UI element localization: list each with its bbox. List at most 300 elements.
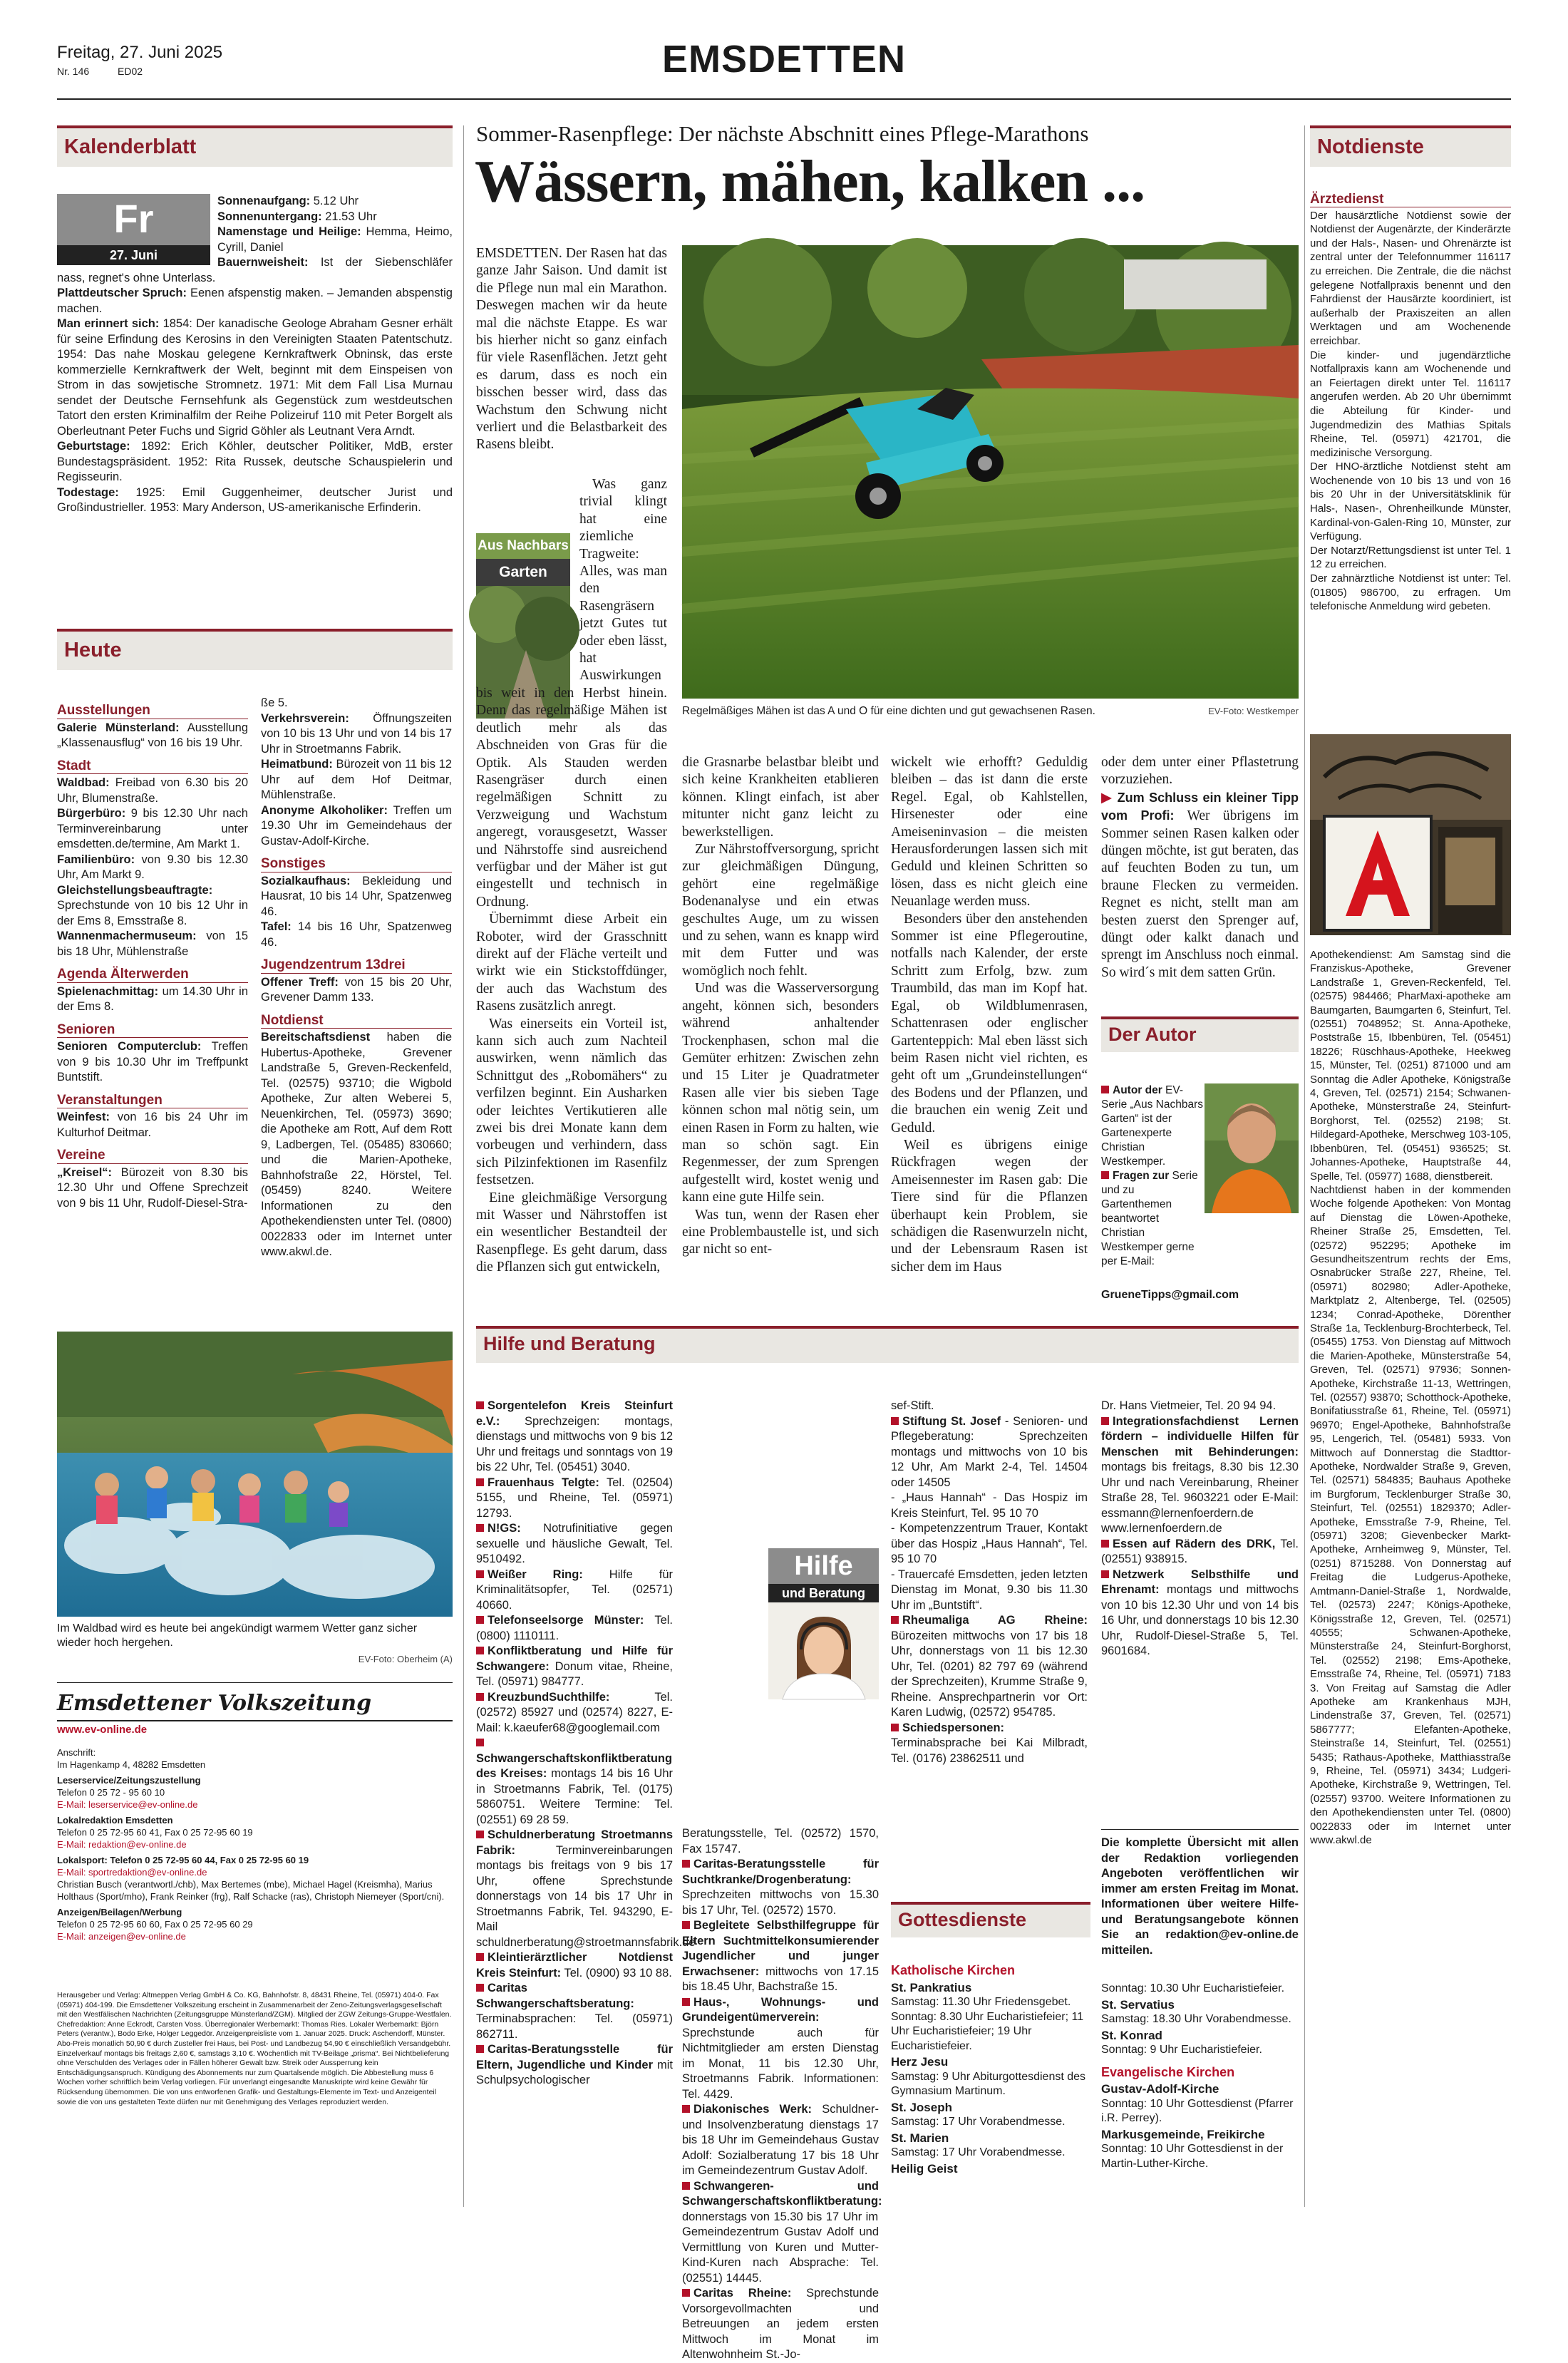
bullet-square-icon xyxy=(1101,1570,1109,1578)
listing-entry xyxy=(57,853,248,883)
entry-label: Sorgentelefon Kreis Steinfurt e.V.: xyxy=(476,1399,673,1428)
entry-value: Tel. (02572) 85927 und (02574) 8227, E-Mail: k.kaeufer68@googlemail.com xyxy=(476,1690,673,1734)
bullet-square-icon xyxy=(891,1417,899,1425)
edition-code: ED02 xyxy=(118,66,143,77)
bullet-square-icon xyxy=(476,1953,484,1961)
hilfe-badge xyxy=(768,1548,879,1699)
entry-label: Heimatbund: xyxy=(261,758,333,771)
listing-entry xyxy=(682,1918,879,1995)
entry-value: Dr. Hans Vietmeier, Tel. 20 94 94. xyxy=(1101,1399,1276,1412)
entry-value: 1925: Emil Guggenheimer, deutscher Jurist und Großindustrieller. 1953: Mary Anderson, US-amerikanische Erfinderin. xyxy=(57,485,453,514)
listing-heading: Sonstiges xyxy=(261,856,452,872)
gottesdienste-left xyxy=(891,1963,1088,2205)
gottesdienste-header: Gottesdienste xyxy=(891,1902,1090,1937)
entry-value: 1854: Der kanadische Geologe Abraham Gesner erhält für seine Erfindung des Kerosins in den Vereinigten Staaten Patentschutz. 1954: Das nahe Moskau gelegene Kernkraftwerk Obninsk, das erste kommerzielle Kernkraftwerk der Welt, beginnt mit dem Einspeisen von Strom in das sowjetische Stromnetz. 1971: Mit dem Fall Lisa Murnau sendet der Deutsche Fernsehfunk als Gegenstück zum westdeutschen Tatort den ersten Kriminalfilm der Reihe Polizeiruf 110 mit Peter Borgelt als Oberleutnant Peter Fuchs und Sigrid Göhler als Leutnant Vera Arndt. xyxy=(57,317,453,438)
listing-entry xyxy=(891,1721,1088,1767)
issue-number: Nr. 146 xyxy=(57,66,90,77)
entry-value: Terminabsprache bei Kai Milbradt, Tel. (0176) 23862511 und xyxy=(891,1736,1088,1765)
listing-entry xyxy=(261,711,452,758)
entry-label: Namenstage und Heilige: xyxy=(217,225,361,238)
bullet-square-icon xyxy=(682,2105,690,2113)
autor-text xyxy=(1101,1083,1205,1297)
gottesdienst-entry xyxy=(891,2055,1088,2099)
entry-label: „Kreisel“: xyxy=(57,1165,113,1179)
listing-entry xyxy=(682,2102,879,2179)
entry-value: Hilfe für Kriminalitätsopfer, Tel. (02571) 40660. xyxy=(476,1567,673,1612)
entry-value: - „Haus Hannah“ - Das Hospiz im Kreis Steinfurt, Tel. 95 10 70 xyxy=(891,1491,1088,1520)
listing-entry xyxy=(261,757,452,803)
impressum-line: E-Mail: anzeigen@ev-online.de xyxy=(57,1931,186,1942)
entry-label: Familienbüro: xyxy=(57,853,135,866)
entry-label: Integrationsfachdienst Lernen fördern – individuelle Hilfen für Menschen mit Behinderungen: xyxy=(1101,1414,1299,1458)
pool-photo xyxy=(57,1332,453,1617)
entry-value: - Kompetenzzentrum Trauer, Kontakt über das Hospiz „Haus Hannah“, Tel. 95 10 70 xyxy=(891,1522,1088,1565)
impressum-line: Telefon 0 25 72 - 95 60 10 xyxy=(57,1787,165,1798)
article-paragraph: Übernimmt diese Arbeit ein Roboter, wird der Grasschnitt direkt auf der Fläche verteilt und wirkt wie ein Stickstoffdünger, der auch das Wachstum des Rasens zusätzlich anregt. xyxy=(476,912,667,1014)
bullet-square-icon xyxy=(476,1616,484,1624)
listing-entry xyxy=(682,1857,879,1918)
bullet-square-icon xyxy=(476,1478,484,1486)
entry-value: Tel. (0800) 1110111. xyxy=(476,1614,673,1642)
entry-value: Bürozeit von 8.30 bis 12.30 Uhr und Offene Sprechzeit von 9 bis 11 Uhr, Rudolf-Diesel-Stra- xyxy=(57,1165,248,1210)
listing-heading: Jugendzentrum 13drei xyxy=(261,957,452,974)
listing-entry xyxy=(261,696,452,711)
listing-entry xyxy=(476,1476,673,1522)
bullet-square-icon xyxy=(891,1616,899,1624)
hno-notdienst-text: Der HNO-ärztliche Notdienst steht am Wochenende von 10 bis 13 und von 16 bis 20 Uhr in der Universitätsklinik für Hals-, Nasen-, Ohrenheilkunde Münster, Kardinal-von-Galen-Ring 10, Münster, zur Verfügung. xyxy=(1310,460,1511,543)
entry-label: Schwangeren- und Schwangerschaftskonfliktberatung: xyxy=(682,2179,882,2208)
bullet-square-icon xyxy=(476,1570,484,1578)
article-column-1b xyxy=(476,476,667,1296)
entry-label: Tafel: xyxy=(261,920,292,933)
entry-label: Sonnenaufgang: xyxy=(217,195,311,207)
entry-value: 5.12 Uhr xyxy=(310,195,359,207)
listing-heading: Notdienst xyxy=(261,1013,452,1029)
gottesdienst-entry xyxy=(891,1981,1088,2054)
series-label-bottom: Garten xyxy=(476,559,570,586)
entry-value: um 14.30 Uhr in der Ems 8. xyxy=(57,984,248,1013)
pro-tip: ▶ Zum Schluss ein kleiner Tipp vom Profi: Wer übrigens im Sommer seinen Rasen kalken oder düngen möchte, ist gut beraten, das auf feuchten Boden zu tun, um braune Flecken zu vermeiden. Regnet es nicht, stellt man am besten zuerst den Sprenger auf, düngt oder kalkt danach und sprengt im Anschluss noch einmal. So wird´s mit dem satten Grün. xyxy=(1101,790,1299,980)
entry-label: KreuzbundSuchthilfe: xyxy=(488,1690,610,1704)
entry-value: Donum vitae, Rheine, Tel. (05971) 984777. xyxy=(476,1659,673,1688)
listing-entry xyxy=(891,1399,1088,1414)
hilfe-header: Hilfe und Beratung xyxy=(476,1326,1299,1363)
entry-label: Gleichstellungsbeauftragte: xyxy=(57,883,213,897)
entry-label: Schwangerschaftskonfliktberatung des Kreises: xyxy=(476,1751,673,1780)
article-paragraph: Zur Nährstoffversorgung, spricht zur gleichmäßigen Düngung, gehört eine regelmäßige Bodenanalyse und ein etwas geschultes Auge, um zu wissen und zu sehen, wann es knapp wird mit dem Futter und was womöglich noch fehlt. xyxy=(682,842,879,979)
entry-value: montags 14 bis 16 Uhr in Stroetmanns Fabrik, Tel. (0175) 5860751. Weitere Termine: Tel. (02551) 69 28 59. xyxy=(476,1767,674,1826)
entry-value: Sprechstunde auch für Nichtmitglieder am ersten Dienstag im Monat, 11 bis 12.30 Uhr, Stroetmanns Fabrik. Informationen: Tel. 4429. xyxy=(682,2026,879,2101)
church-name: Herz Jesu xyxy=(891,2055,949,2069)
heute-column-1 xyxy=(57,696,248,1323)
listing-entry xyxy=(476,1613,673,1644)
entry-value: Sprechzeigen: montags, dienstags und mittwochs von 9 bis 12 Uhr und freitags und sonntags von 19 bis 22 Uhr, Tel. (05451) 3040. xyxy=(476,1414,673,1473)
kalenderblatt-header: Kalenderblatt xyxy=(57,125,453,167)
pool-photo-caption: Im Waldbad wird es heute bei angekündigt warmem Wetter ganz sicher wieder hoch hergehen. xyxy=(57,1622,418,1649)
service-times: Sonntag: 10 Uhr Gottesdienst in der Martin-Luther-Kirche. xyxy=(1101,2143,1284,2170)
bullet-square-icon xyxy=(476,1401,484,1409)
church-name: Gustav-Adolf-Kirche xyxy=(1101,2082,1219,2096)
entry-label: Anonyme Alkoholiker: xyxy=(261,803,388,817)
notdienste-header: Notdienste xyxy=(1310,125,1511,167)
impressum-line: Christian Busch (verantwortl./chb), Max Bertemes (mbe), Michael Hagel (Kreismha), Marius Holthaus (Sport/mho), Frank Reinker (frg), Ralf Schacke (ras), Christoph Niemeyer (Sport/cni). xyxy=(57,1879,445,1902)
listing-entry xyxy=(891,1414,1088,1491)
entry-value: ße 5. xyxy=(261,696,288,709)
entry-label: Senioren Computerclub: xyxy=(57,1040,202,1053)
article-paragraph: Was tun, wenn der Rasen eher eine Problembaustelle ist, und sich gar nicht so ent- xyxy=(682,1207,879,1257)
bullet-square-icon xyxy=(476,1984,484,1992)
impressum xyxy=(57,1746,453,1989)
service-times: Samstag: 9 Uhr Abiturgottesdienst des Gymnasium Martinum. xyxy=(891,2070,1086,2097)
entry-label: Rheumaliga AG Rheine: xyxy=(902,1614,1088,1627)
listing-entry xyxy=(57,806,248,853)
entry-value: 14 bis 16 Uhr, Spatzenweg 46. xyxy=(261,920,452,949)
bullet-square-icon xyxy=(891,1724,899,1731)
bullet-square-icon xyxy=(476,1739,484,1746)
article-column-2 xyxy=(682,754,879,1310)
entry-label: Schuldnerberatung Stroetmanns Fabrik: xyxy=(476,1828,673,1857)
heute-header: Heute xyxy=(57,629,453,670)
series-label-top: Aus Nachbars xyxy=(476,533,570,559)
entry-label: Bürgerbüro: xyxy=(57,807,126,820)
gottesdienst-entry xyxy=(1101,1982,1299,1997)
listing-entry xyxy=(57,984,248,1015)
impressum-line: Telefon 0 25 72-95 60 60, Fax 0 25 72-95 60 29 xyxy=(57,1919,253,1930)
article-paragraph: die Grasnarbe belastbar bleibt und sich keine Krankheiten etablieren können. Klingt einfach, ist aber mitunter nicht ganz leicht zu bewerkstelligen. xyxy=(682,755,879,840)
pool-photo-credit: EV-Foto: Oberheim (A) xyxy=(358,1654,453,1664)
article-lead: EMSDETTEN. Der Rasen hat das ganze Jahr Saison. Und damit ist die Pflege nun mal ein Marathon. Deswegen machen wir da heute mal die nächste Etappe. Es war bis hierher nicht so ganz einfach für viele Rasenflächen. Jetzt geht es darum, dass es noch ein bisschen besser wird, dass das Wachstum den Schwung nicht verliert und die Belastbarkeit des Rasens bleibt. xyxy=(476,246,667,453)
bullet-square-icon xyxy=(1101,1417,1109,1425)
impressum-line: Leserservice/Zeitungszustellung xyxy=(57,1775,201,1786)
entry-value: Bürozeiten mittwochs von 17 bis 18 Uhr, donnerstags von 11 bis 12.30 Uhr, Tel. (0201) 82 797 69 (während der Sprechzeiten), Krumme Straße 9, Rheine. Ansprechpartnerin vor Ort: Karen Ludwig, (02572) 954785. xyxy=(891,1629,1088,1719)
entry-value: montags und mittwochs von 10 bis 12.30 Uhr und von 14 bis 16 Uhr, und donnerstags 10 bis 12.30 Uhr, Rudolf-Diesel-Straße 5, Tel. 9601684. xyxy=(1101,1583,1299,1657)
listing-entry xyxy=(682,2286,879,2363)
listing-entry xyxy=(476,1736,673,1828)
katholische-kirchen-heading: Katholische Kirchen xyxy=(891,1963,1016,1977)
service-times: Samstag: 17 Uhr Vorabendmesse. xyxy=(891,2146,1066,2158)
nachtdienst-text: Nachtdienst haben in der kommenden Woche folgende Apotheken: Von Montag auf Dienstag die Löwen-Apotheke, Rheiner Straße 25, Emsdetten, Tel. (02572) 952295; Apotheke im Gesundheitszentrum rechts der Ems, Osnabrücker Straße 227, Rheine, Tel. (05971) 802980; Adler-Apotheke, Marktplatz 2, Altenberge, Tel. (02505) 1234; Conrad-Apotheke, Dörenther Straße 1a, Tecklenburg-Brochterbeck, Tel. (05455) 1753. Von Dienstag auf Mittwoch die Marien-Apotheke, Münsterstraße 54, Greven, Tel. (02571) 97936; Sonnen-Apotheke, Kirchstraße 11-13, Wettringen, Tel. (02557) 93870; Schotthock-Apotheke, Bonifatiusstraße 61, Rheine, Tel. (05971) 96970; Engel-Apotheke, Bahnhofstraße 95, Lengerich, Tel. (05481) 5933. Von Mittwoch auf Donnerstag die Stadttor-Apotheke, Nordwalder Straße 9, Greven, Tel. (02571) 584835; Bauhaus Apotheke im Burgforum, Tecklenburger Straße 30, Steinfurt, Tel. (02551) 1829370; Adler-Apotheke, Emsstraße 7-9, Rheine, Tel. (05971) 3208; Gievenbecker Markt-Apotheke, Arnheimweg 9, Münster, Tel. (0251) 8715288. Von Donnerstag auf Freitag die Ludgerus-Apotheke, Amtmann-Daniel-Straße 1, Nordwalde, Tel. (02573) 2247; Königs-Apotheke, Königsstraße 12, Greven, Tel. (02571) 40555; Schwanen-Apotheke, Münsterstraße 24, Steinfurt-Borghorst, Tel. (02552) 2198; Ems-Apotheke, Emsstraße 74, Rheine, Tel. (05971) 7183 3. Von Freitag auf Samstag die Adler Apotheke am Krankenhaus MJH, Lindenstraße 37, Greven, Tel. (02571) 5867777; Elefanten-Apotheke, Steinstraße 14, Steinfurt, Tel. (02551) 5435; Rathaus-Apotheke, Matthiasstraße 9, Rheine, Tel. (05971) 3434; Ludgeri-Apotheke, Kirchstraße 9, Wettringen, Tel. (02557) 93700. Weitere Informationen zu den Apothekendiensten unter Tel. (0800) 0022833 oder im Internet unter www.akwl.de xyxy=(1310,1183,1511,1846)
entry-label: Netzwerk Selbsthilfe und Ehrenamt: xyxy=(1101,1567,1299,1596)
entry-value: Treffen um 19.30 Uhr im Gemeindehaus der Gustav-Adolf-Kirche. xyxy=(261,803,453,848)
entry-value: Treffen von 9 bis 10.30 Uhr im Treffpunkt Buntstift. xyxy=(57,1040,248,1083)
listing-entry xyxy=(261,874,452,920)
church-name: St. Marien xyxy=(891,2131,949,2145)
article-column-3 xyxy=(891,754,1088,1310)
impressum-line: Telefon 0 25 72-95 60 41, Fax 0 25 72-95 60 19 xyxy=(57,1827,253,1838)
entry-value: Terminabsprachen: Tel. (05971) 862711. xyxy=(476,2012,673,2041)
listing-entry xyxy=(476,1567,673,1614)
kalenderblatt-text xyxy=(57,194,453,606)
entry-label: Man erinnert sich: xyxy=(57,317,160,330)
bullet-square-icon xyxy=(476,1524,484,1532)
listing-entry xyxy=(891,1613,1088,1721)
entry-value: Eenen afspenstig maken. – Jemanden abspenstig machen. xyxy=(57,287,453,315)
lawn-mower-photo xyxy=(682,245,1299,699)
entry-label: Wannenmachermuseum: xyxy=(57,930,197,942)
entry-value: Notrufinitiative gegen sexuelle und häusliche Gewalt, Tel. 9510492. xyxy=(476,1522,673,1565)
gottesdienst-entry xyxy=(1101,2082,1299,2126)
entry-value: Freibad von 6.30 bis 20 Uhr, Blumenstraße. xyxy=(57,776,248,805)
apothekendienst-text: Apothekendienst: Am Samstag sind die Franziskus-Apotheke, Grevener Landstraße 1, Greven-Reckenfeld, Tel. (02575) 984466; PharMaxi-apotheke am Baumgarten, Baumgarten 6, Steinfurt, Tel. (02551) 7048952; St. Anna-Apotheke, Poststraße 15, Ibbenbüren, Tel. (05451) 18226; Rüschhaus-Apotheke, Heekweg 15, Münster, Tel. (0251) 871000 und am Sonntag die Adler Apotheke, Königstraße 4, Greven, Tel. (02571) 2154; Schwanen-Apotheke, Münsterstraße 24, Steinfurt-Borghorst, Tel. (02552) 2198; St. Hildegard-Apotheke, Merschweg 103-105, Ibbenbüren, Tel. (05451) 936525; St. Johannes-Apotheke, Hauptstraße 44, Spelle, Tel. (05977) 1688, dienstbereit. xyxy=(1310,949,1511,1183)
aerztedienst-heading: Ärztedienst xyxy=(1310,192,1511,207)
entry-label: Plattdeutscher Spruch: xyxy=(57,287,187,299)
entry-value: haben die Hubertus-Apotheke, Grevener Landstraße 5, Greven-Reckenfeld, Tel. (02575) 93710; die Wigbold Apotheke, Zur alten Weberei 5, Neuenkirchen, Tel. (05973) 3690; die Apotheke am Rott, Auf dem Rott 9, Ladbergen, Tel. (05485) 830660; und die Marien-Apotheke, Bahnhofstraße 22, Hörstel, Tel. (05459) 8240. Weitere Informationen zu den Apothekendiensten unter Tel. (0800) 0022833 oder im Internet unter www.akwl.de. xyxy=(261,1031,452,1258)
entry-value: von 15 bis 20 Uhr, Grevener Damm 133. xyxy=(261,975,452,1004)
church-name: St. Konrad xyxy=(1101,2028,1162,2042)
entry-label: N!GS: xyxy=(488,1522,521,1535)
gottesdienst-entry xyxy=(891,2162,1088,2177)
website-link[interactable]: www.ev-online.de xyxy=(57,1724,148,1736)
impressum-fineprint: Herausgeber und Verlag: Altmeppen Verlag GmbH & Co. KG, Bahnhofstr. 8, 48431 Rheine, Tel. (05971) 404-0. Fax (05971) 404-199. Die Emsdettener Volkszeitung erscheint in Zusammenarbeit der Zeno-Zeitungsverlagsgesellschaft mit den Westfälischen Nachrichten (Zeitungsgruppe Münsterland/ZGM). Mitglied der ZGW Zeitungs-Gruppe-Westfalen. Chefredaktion: Anne Eckrodt, Carsten Voss. Überregionaler Werbemarkt: Thomas Ries. Lokaler Werbemarkt: Björn Peters (verantw.), Bodo Erke, Holger Leggedör. Anzeigenpreisliste vom 1. Januar 2025. Druck: Aschendorff, Münster. Abo-Preis monatlich 50,90 € durch Zusteller frei Haus, bei Post- und Landbezug 54,90 € einschließlich Versandgebühr. Einzelverkauf montags bis freitags 2,60 €, samstags 3,10 €. Wöchentlich mit TV-Beilage „prisma“. Bei Nichtbelieferung ohne Verschulden des Verlages oder in Fällen höherer Gewalt bzw. Streik oder Aussperrung kein Entschädigungsanspruch. Kündigung des Abonnements nur zum Quartalsende möglich. Die Abbestellung muss 6 Wochen vorher schriftlich beim Verlag vorliegen. Für unverlangt eingesandte Manuskripte wird keine Gewähr für Rücksendung übernommen. Die von uns entworfenen Grafik- und Gestaltungs-Elemente im Text- und Anzeigenteil sowie die von uns gestalteten Texte dürfen nur mit Genehmigung des Verlages reproduziert werden. xyxy=(57,1991,452,2106)
hilfe-badge-subtitle: und Beratung xyxy=(768,1584,879,1602)
entry-label: Galerie Münsterland: xyxy=(57,721,180,734)
listing-entry xyxy=(476,1690,673,1736)
article-paragraph: Besonders über den anstehenden Sommer ist eine Pflegeroutine, notfalls nach Kalender, der erste Schritt zum Erfolg, bzw. zum Traumbild, das man im Kopf hat. Egal, ob Wildblumenrasen, Schattenrasen oder englischer Gartenteppich: Mal eben lässt sich beim Rasen nicht viel richten, es geht oft um „Grundeinstellungen“ des Bodens und der Pflanzen, und die brauchen ein wenig Zeit und Geduld. xyxy=(891,911,1088,1136)
article-paragraph: wickelt wie erhofft? Geduldig bleiben – das ist dann die erste Regel. Egal, ob Kahlstellen, Hirsenester oder eine Ameiseninvasion – die meisten Herausforderungen lassen sich mit Geduld und kleinen Schritten so lösen, dass es nicht gleich eine Neuanlage werden muss. xyxy=(891,755,1088,910)
listing-entry xyxy=(476,2042,673,2089)
listing-entry xyxy=(57,776,248,806)
entry-value: mit Schulpsychologischer xyxy=(476,2058,673,2086)
pro-tip-text: Wer übrigens im Sommer seinen Rasen kalken oder düngen möchte, ist gut beraten, das auf feuchten Boden zu tun, um braune Flecken zu vermeiden. Regnet es nicht, stellt man am besten zuerst den Sprenger auf, düngt oder kalkt danach und sprengt im Anschluss noch einmal. So wird´s mit dem satten Grün. xyxy=(1101,808,1299,980)
entry-label: Diakonisches Werk: xyxy=(693,2103,813,2116)
entry-value: Ausstellung „Klassenausflug“ von 16 bis 19 Uhr. xyxy=(57,721,249,749)
bullet-square-icon xyxy=(682,1860,690,1868)
entry-label: Caritas-Beratungsstelle für Suchtkranke/Drogenberatung: xyxy=(682,1858,879,1886)
listing-entry xyxy=(476,1521,673,1567)
autor-header: Der Autor xyxy=(1101,1016,1299,1052)
listing-entry xyxy=(57,1039,248,1086)
article-paragraph: Weil es übrigens einige Rückfragen wegen der Ameisennester im Rasen gab: Die Tiere sind für die Pflanzen überhaupt kein Problem, sie schädigen die Rasenwurzeln nicht, und der Lebensraum Rasen ist sicher dem im Haus xyxy=(891,1137,1088,1275)
kalenderblatt-entry xyxy=(57,316,453,439)
listing-entry xyxy=(476,1644,673,1690)
entry-value: von 16 bis 24 Uhr im Kulturhof Deitmar. xyxy=(57,1111,248,1139)
listing-entry xyxy=(476,1399,673,1476)
hilfe-column-2 xyxy=(682,1399,882,2361)
hilfe-badge-title: Hilfe xyxy=(768,1548,879,1584)
hilfe-note: Die komplette Übersicht mit allen der Redaktion vorliegenden Angeboten veröffentlichen wir immer am ersten Freitag im Monat. Informationen über weitere Hilfe- und Beratungsangebote können Sie an redaktion@ev-online.de mitteilen. xyxy=(1101,1836,1299,1957)
heute-column-2 xyxy=(261,696,452,1323)
article-paragraph: Was einerseits ein Vorteil ist, kann sich auch zum Nachteil auswirken, wenn nämlich das Schnittgut des „Robomähers“ zu verfilzen beginnt. Ein Ausharken oder leichtes Vertikutieren alle zwei bis drei Monate kann dem vorbeugen und verhindern, dass sich Pilzinfektionen im Rasenfilz festsetzen. xyxy=(476,1016,667,1188)
impressum-line: Lokalredaktion Emsdetten xyxy=(57,1815,173,1826)
listing-entry xyxy=(891,1567,1088,1614)
listing-entry xyxy=(1101,1399,1299,1414)
listing-entry xyxy=(1101,1567,1299,1659)
listing-entry xyxy=(891,1491,1088,1521)
pro-tip-label: Zum Schluss ein kleiner Tipp vom Profi: xyxy=(1101,790,1299,823)
entry-value: Terminvereinbarungen montags bis freitags von 9 bis 17 Uhr, offene Sprechstunde donnerstags von 14 bis 17 Uhr in Stroetmanns Fabrik, Tel. 943290, E-Mail schuldnerberatung@stroetmannsfabrik.de xyxy=(476,1843,696,1949)
listing-entry xyxy=(682,1995,879,2103)
listing-heading: Senioren xyxy=(57,1022,248,1039)
section-title: EMSDETTEN xyxy=(661,38,907,81)
entry-label: Caritas Schwangerschaftsberatung: xyxy=(476,1982,634,2010)
kinder-notdienst-text: Die kinder- und jugendärztliche Notfallpraxis kann am Wochenende und an Feiertagen direkt unter Tel. 116117 angerufen werden. Ab 20 Uhr übernimmt die Abteilung für Kinder- und Jugendmedizin des Mathias Spitals Rheine, Tel. (05971) 421701, die medizinische Versorgung. xyxy=(1310,349,1511,459)
gottesdienste-right xyxy=(1101,1982,1299,2210)
bullet-square-icon xyxy=(1101,1540,1109,1548)
entry-label: Geburtstage: xyxy=(57,440,130,453)
listing-entry xyxy=(476,1981,673,2042)
gottesdienst-entry xyxy=(1101,1998,1299,2027)
hilfe-column-3 xyxy=(891,1399,1088,1826)
autor-label: Autor der xyxy=(1113,1084,1162,1096)
entry-label: Bereitschaftsdienst xyxy=(261,1031,371,1044)
church-name: St. Joseph xyxy=(891,2100,952,2114)
entry-value: Tel. (02504) 5155, und Rheine, Tel. (05971) 12793. xyxy=(476,1476,674,1520)
listing-entry xyxy=(476,1950,673,1981)
article-paragraph: Und was die Wasserversorgung angeht, können sich, besonders während anhaltender Trockenphasen, schon mal die Gemüter erhitzen: Zwischen zehn und 15 Liter je Quadratmeter Rasen alle vier bis sieben Tage können schon mal nötig sein, um einen Rasen in Form zu halten, wie man so schön sagt. Ein Regenmesser, der zum Sprengen aufgestellt wird, kostet wenig und kann eine gute Hilfe sein. xyxy=(682,981,879,1205)
autor-value: Serie und zu Gartenthemen beantwortet Christian Westkemper gerne per E-Mail: xyxy=(1101,1170,1198,1267)
church-name: St. Pankratius xyxy=(891,1980,972,1994)
listing-entry xyxy=(57,1165,248,1212)
autor-label: Fragen zur xyxy=(1113,1170,1170,1182)
evangelische-kirchen-heading: Evangelische Kirchen xyxy=(1101,2064,1235,2079)
apotheke-sign-photo xyxy=(1310,734,1511,935)
hilfe-column-4 xyxy=(1101,1399,1299,1684)
entry-value: Sprechzeiten mittwochs von 15.30 bis 17 Uhr, Tel. (02572) 1570. xyxy=(682,1888,879,1917)
impressum-line: E-Mail: leserservice@ev-online.de xyxy=(57,1799,198,1810)
entry-label: Sonnenuntergang: xyxy=(217,210,322,223)
kalenderblatt-entry xyxy=(57,286,453,316)
article-headline: Wässern, mähen, kalken ... xyxy=(475,148,1145,215)
entry-value: Tel. (02551) 938915. xyxy=(1101,1537,1299,1565)
church-name: St. Servatius xyxy=(1101,1997,1175,2012)
listing-entry xyxy=(57,929,248,959)
entry-label: Verkehrsverein: xyxy=(261,711,349,725)
entry-value: Bekleidung und Hausrat, 10 bis 14 Uhr, Spatzenweg 46. xyxy=(261,874,452,918)
bullet-square-icon xyxy=(682,1921,690,1929)
listing-entry xyxy=(57,883,248,930)
entry-value: - Trauercafé Emsdetten, jeden letzten Dienstag im Monat, 9.30 bis 11.30 Uhr im „Buntstift“. xyxy=(891,1567,1088,1612)
headset-agent-icon xyxy=(768,1602,879,1699)
bullet-square-icon xyxy=(476,1693,484,1701)
church-name: Heilig Geist xyxy=(891,2161,958,2176)
kalenderblatt-entry xyxy=(57,485,453,516)
entry-value: - Senioren- und Pflegeberatung: Sprechzeiten montags und mittwochs von 10 bis 12 Uhr, Am Markt 2-4, Tel. 14504 oder 14505 xyxy=(891,1414,1088,1489)
entry-value: Beratungsstelle, Tel. (02572) 1570, Fax 15747. xyxy=(682,1827,879,1855)
gottesdienst-entry xyxy=(1101,2128,1299,2172)
entry-label: Caritas-Beratungsstelle für Eltern, Jugendliche und Kinder xyxy=(476,2043,673,2071)
issue-date: Freitag, 27. Juni 2025 xyxy=(57,43,223,62)
entry-label: Caritas Rheine: xyxy=(693,2287,792,2300)
entry-value: Hemma, Heimo, Cyrill, Daniel xyxy=(217,225,453,254)
article-paragraph: Was ganz trivial klingt hat eine ziemliche Tragweite: Alles, was man den Rasengräsern jetzt Gutes tut oder eben lässt, hat Auswirkungen bis weit in den Herbst hinein. Denn das regelmäßige Mähen ist deutlich mehr als das Abschneiden von Gras für die Optik. Als Stauden werden Rasengräser durch einen regelmäßigen Schnitt zu Verzweigung und Wachstum angeregt, vorausgesetzt, Wasser und Nährstoffe sind ausreichend verfügbar und der Mäher ist gut eingestellt und technisch in Ordnung. xyxy=(476,477,667,910)
entry-label: Spielenachmittag: xyxy=(57,984,159,998)
bullet-square-icon xyxy=(682,2182,690,2190)
entry-label: Todestage: xyxy=(57,485,119,499)
listing-heading: Veranstaltungen xyxy=(57,1093,248,1109)
entry-label: Sozialkaufhaus: xyxy=(261,874,351,887)
bullet-square-icon xyxy=(476,2045,484,2053)
entry-label: Kleintierärztlicher Notdienst Kreis Steinfurt: xyxy=(476,1951,673,1980)
zahnarzt-notdienst-text: Der zahnärztliche Notdienst ist unter: Tel. (01805) 986700, zu erfragen. Um telefonische Anmeldung wird gebeten. xyxy=(1310,572,1511,613)
service-times: Samstag: 17 Uhr Vorabendmesse. xyxy=(891,2116,1066,2128)
listing-entry xyxy=(476,1828,696,1950)
day-abbreviation: Fr xyxy=(113,196,154,241)
impressum-line: Im Hagenkamp 4, 48282 Emsdetten xyxy=(57,1759,206,1770)
entry-label: Weißer Ring: xyxy=(488,1567,583,1581)
entry-label: Essen auf Rädern des DRK, xyxy=(1113,1537,1276,1550)
lawn-photo-caption: Regelmäßiges Mähen ist das A und O für eine dichten und gut gewachsenen Rasen. xyxy=(682,705,1095,717)
service-times: Sonntag: 10 Uhr Gottesdienst (Pfarrer i.R. Perrey). xyxy=(1101,2097,1294,2124)
autor-value: EV-Serie „Aus Nachbars Garten“ ist der Gartenexperte Christian Westkemper. xyxy=(1101,1084,1204,1168)
entry-value: montags bis freitags, 8.30 bis 12.30 Uhr und nach Vereinbarung, Rheiner Straße 28, Tel. 9603221 oder E-Mail: essmann@lernenfoerdern.de www.lernenfoerdern.de xyxy=(1101,1461,1299,1535)
service-times: Samstag: 18.30 Uhr Vorabendmesse. xyxy=(1101,2013,1291,2025)
notarzt-text: Der Notarzt/Rettungsdienst ist unter Tel. 1 12 zu erreichen. xyxy=(1310,544,1511,571)
entry-label: Bauernweisheit: xyxy=(217,256,309,269)
entry-label: Konfliktberatung und Hilfe für Schwangere: xyxy=(476,1644,673,1673)
entry-value: Öffnungszeiten von 10 bis 13 Uhr und von 14 bis 17 Uhr in Stroetmanns Fabrik. xyxy=(261,711,452,756)
entry-value: von 9.30 bis 12.30 Uhr, Am Markt 9. xyxy=(57,853,248,881)
hilfe-column-1 xyxy=(476,1399,696,2197)
listing-entry xyxy=(1101,1537,1299,1567)
entry-value: Sprechstunde von 10 bis 12 Uhr in der Ems 8, Emsstraße 8. xyxy=(57,899,248,927)
day-date: 27. Juni xyxy=(57,245,210,265)
entry-label: Weinfest: xyxy=(57,1111,110,1123)
bullet-square-icon xyxy=(682,1998,690,2006)
impressum-line: E-Mail: redaktion@ev-online.de xyxy=(57,1839,187,1850)
entry-value: 1892: Erich Köhler, deutscher Politiker, MdB, erster Bundestagspräsident. 1952: Rita Russek, deutsche Schauspielerin und Regisseurin. xyxy=(57,440,453,483)
gottesdienst-entry xyxy=(891,2101,1088,2130)
apothekendienst xyxy=(1310,948,1511,2210)
aerztedienst-text: Der hausärztliche Notdienst sowie der Notdienst der Augenärzte, der Kinderärzte und der Hals-, Nasen- und Ohrenärzte ist zentral unter der Telefonnummer 116117 zu erreichen. Die Zentrale, die die nächst gelegene Notfallpraxis benennt und den Fahrdienst der Hausärzte koordiniert, ist außerhalb der Praxiszeiten an allen Werktagen und am Wochenende erreichbar. xyxy=(1310,209,1511,347)
entry-label: Begleitete Selbsthilfegruppe für Eltern Suchtmittelkonsumierender Jugendlicher und junger Erwachsener: xyxy=(682,1919,879,1978)
entry-label: Telefonseelsorge Münster: xyxy=(488,1614,644,1627)
article-kicker: Sommer-Rasenpflege: Der nächste Abschnitt eines Pflege-Marathons xyxy=(476,121,1089,146)
entry-value: mittwochs von 17.15 bis 18.45 Uhr, Bachstraße 15. xyxy=(682,1965,879,1993)
bullet-square-icon xyxy=(682,2289,690,2297)
entry-label: Haus-, Wohnungs- und Grundeigentümerverein: xyxy=(682,1995,879,2024)
listing-entry xyxy=(682,2179,882,2287)
autor-email[interactable]: GrueneTipps@gmail.com xyxy=(1101,1289,1239,1301)
author-portrait xyxy=(1205,1083,1299,1213)
entry-label: Schiedspersonen: xyxy=(902,1721,1005,1734)
service-times: Samstag: 11.30 Uhr Friedensgebet. Sonntag: 8.30 Uhr Eucharistiefeier; 11 Uhr Eucharistiefeier; 19 Uhr Eucharistiefeier. xyxy=(891,1996,1084,2052)
gottesdienst-entry xyxy=(1101,2029,1299,2058)
listing-entry xyxy=(261,1030,452,1260)
entry-value: Bürozeit von 11 bis 12 Uhr auf dem Hof Deitmar, Mühlenstraße. xyxy=(261,758,452,801)
listing-heading: Agenda Älterwerden xyxy=(57,967,248,983)
listing-entry xyxy=(57,721,248,751)
entry-value: 9 bis 12.30 Uhr nach Terminvereinbarung unter emsdetten.de/termine, Am Markt 1. xyxy=(57,807,248,850)
service-times: Sonntag: 10.30 Uhr Eucharistiefeier. xyxy=(1101,1982,1285,1994)
article-paragraph: Eine gleichmäßige Versorgung mit Wasser und Nährstoffen ist ein wesentlicher Bestandteil der Rasenpflege. Es geht darum, dass die Pflanzen sich gut entwickeln, xyxy=(476,1190,667,1275)
entry-value: Schuldner- und Insolvenzberatung dienstags 17 bis 18 Uhr im Gemeindehaus Gustav Adolf: Sozialberatung 17 bis 18 Uhr im Gemeindezentrum Gustav Adolf. xyxy=(682,2103,879,2177)
gottesdienst-entry xyxy=(891,2131,1088,2161)
entry-value: Sprechstunde Vorsorgevollmachten und Betreuungen an jedem ersten Mittwoch im Monat im Altenwohnheim St.-Jo- xyxy=(682,2287,879,2361)
entry-value: sef-Stift. xyxy=(891,1399,934,1412)
listing-entry xyxy=(261,920,452,950)
listing-heading: Stadt xyxy=(57,758,248,775)
listing-entry xyxy=(261,803,452,850)
entry-value: 21.53 Uhr xyxy=(321,210,377,223)
church-name: Markusgemeinde, Freikirche xyxy=(1101,2127,1265,2141)
entry-label: Offener Treff: xyxy=(261,975,339,989)
service-times: Sonntag: 9 Uhr Eucharistiefeier. xyxy=(1101,2044,1262,2056)
bullet-square-icon xyxy=(476,1647,484,1654)
newspaper-logo: Emsdettener Volkszeitung xyxy=(57,1691,372,1716)
listing-entry xyxy=(57,1110,248,1141)
article-column-4 xyxy=(1101,754,1299,1011)
listing-entry xyxy=(261,975,452,1006)
aerztedienst xyxy=(1310,192,1511,720)
impressum-line: Anzeigen/Beilagen/Werbung xyxy=(57,1907,182,1917)
entry-label: Waldbad: xyxy=(57,776,110,789)
impressum-line: E-Mail: sportredaktion@ev-online.de xyxy=(57,1867,207,1878)
entry-value: donnerstags von 15.30 bis 17 Uhr im Gemeindezentrum Gustav Adolf und Vermittlung von Kuren und Mutter-Kind-Kuren nach Absprache: Tel. (02551) 14445. xyxy=(682,2210,879,2285)
bullet-square-icon xyxy=(476,1831,484,1838)
listing-entry xyxy=(1101,1414,1299,1537)
entry-value: Tel. (0900) 93 10 88. xyxy=(561,1966,672,1980)
kalenderblatt-entry xyxy=(57,439,453,485)
